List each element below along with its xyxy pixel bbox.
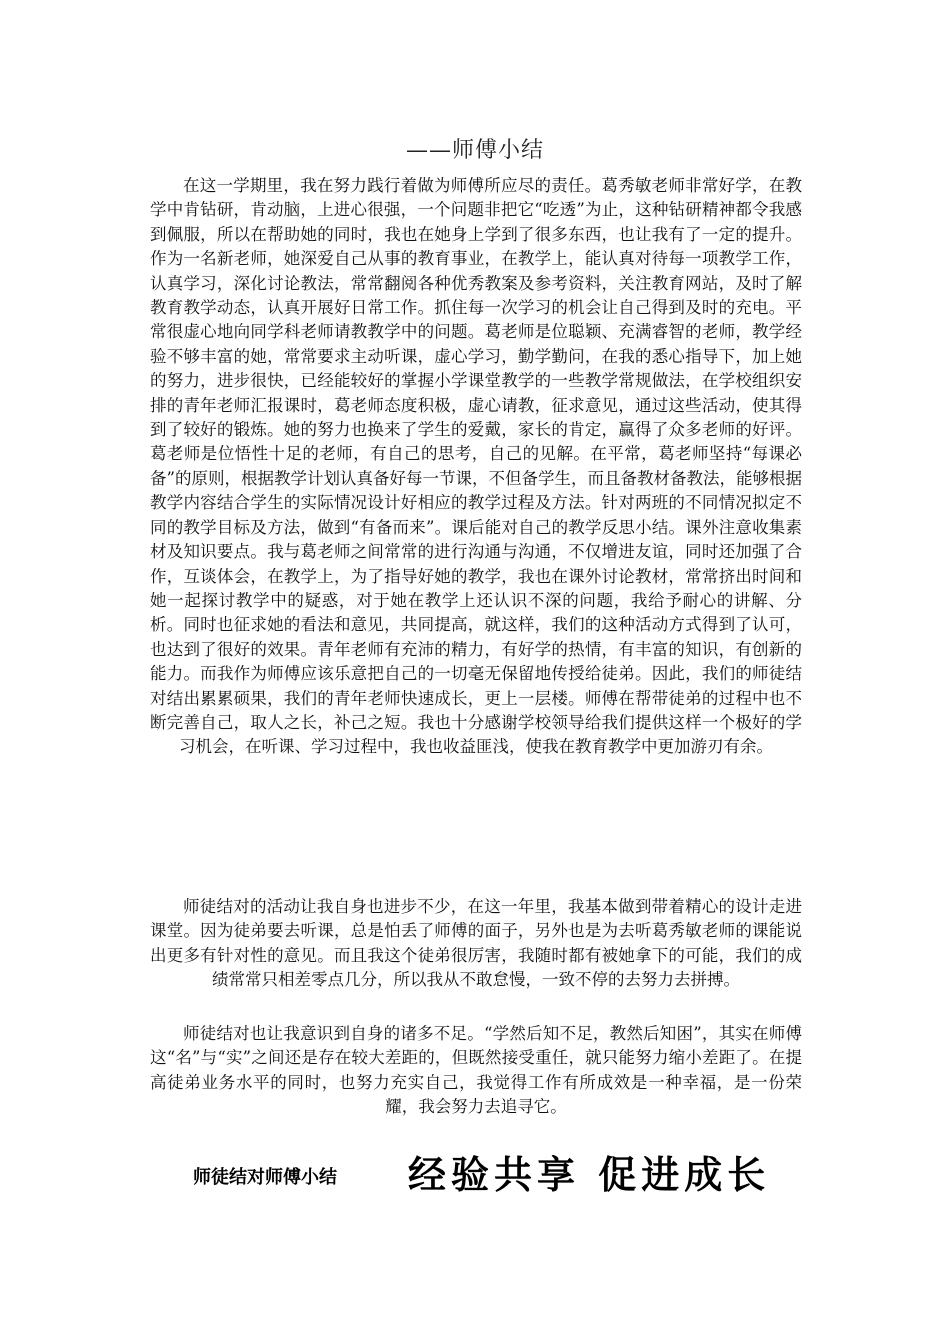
- paragraph-2: [150, 895, 802, 993]
- footer-banner: [0, 1146, 950, 1206]
- footer-slogan: 经验共享 促进成长: [408, 1153, 771, 1197]
- paragraph-1: [150, 174, 802, 760]
- paragraph-3: [150, 1022, 802, 1120]
- paragraph-1-text: 在这一学期里，我在努力践行着做为师傅所应尽的责任。葛秀敏老师非常好学，在教学中肯钻研，肯动脑，上进心很强，一个问题非把它“吃透”为止，这种钻研精神都令我感到佩服，所以在帮助她的同时，我也在她身上学到了很多东西，也让我有了一定的提升。作为一名新老师，她深爱自己从事的教育事业，在教学上，能认真对待每一项教学工作，认真学习，深化讨论教法，常常翻阅各种优秀教案及参考资料，关注教育网站，及时了解教育教学动态，认真开展好日常工作。抓住每一次学习的机会让自己得到及时的充电。平常很虚心地向同学科老师请教教学中的问题。葛老师是位聪颖、充满睿智的老师，教学经验不够丰富的她，常常要求主动听课，虚心学习，勤学勤问，在我的悉心指导下，加上她的努力，进步很快，已经能较好的掌握小学课堂教学的一些教学常规做法，在学校组织安排的青年老师汇报课时，葛老师态度积极，虚心请教，征求意见，通过这些活动，使其得到了较好的锻炼。她的努力也换来了学生的爱戴，家长的肯定，赢得了众多老师的好评。葛老师是位悟性十足的老师，有自己的思考，自己的见解。在平常，葛老师坚持“每课必备”的原则，根据教学计划认真备好每一节课，不但备学生，而且备教材备教法，能够根据教学内容结合学生的实际情况设计好相应的教学过程及方法。针对两班的不同情况拟定不同的教学目标及方法，做到“有备而来”。课后能对自己的教学反思小结。课外注意收集素材及知识要点。我与葛老师之间常常的进行沟通与沟通，不仅增进友谊，同时还加强了合作，互谈体会，在教学上，为了指导好她的教学，我也在课外讨论教材，常常挤出时间和她一起探讨教学中的疑惑，对于她在教学上还认识不深的问题，我给予耐心的讲解、分析。同时也征求她的看法和意见，共同提高，就这样，我们的这种活动方式得到了认可，也达到了很好的效果。青年老师有充沛的精力，有好学的热情，有丰富的知识，有创新的能力。而我作为师傅应该乐意把自己的一切毫无保留地传授给徒弟。因此，我们的师徒结对结出累累硕果，我们的青年老师快速成长，更上一层楼。师傅在帮带徒弟的过程中也不断完善自己，取人之长，补己之短。我也十分感谢学校领导给我们提供这样一个极好的学习机会，在听课、学习过程中，我也收益匪浅，使我在教育教学中更加游刃有余。: [150, 176, 802, 757]
- footer-label: 师徒结对师傅小结: [193, 1167, 337, 1188]
- paragraph-3-text: 师徒结对也让我意识到自身的诸多不足。“学然后知不足，教然后知困”，其实在师傅这“名”与“实”之间还是存在较大差距的，但既然接受重任，就只能努力缩小差距了。在提高徒弟业务水平的同时，也努力充实自己，我觉得工作有所成效是一种幸福，是一份荣耀，我会努力去追寻它。: [150, 1024, 802, 1117]
- paragraph-2-text: 师徒结对的活动让我自身也进步不少，在这一年里，我基本做到带着精心的设计走进课堂。因为徒弟要去听课，总是怕丢了师傅的面子，另外也是为去听葛秀敏老师的课能说出更多有针对性的意见。而且我这个徒弟很厉害，我随时都有被她拿下的可能，我们的成绩常常只相差零点几分，所以我从不敢怠慢，一致不停的去努力去拼搏。: [150, 897, 802, 990]
- document-title: ——师傅小结: [405, 138, 544, 163]
